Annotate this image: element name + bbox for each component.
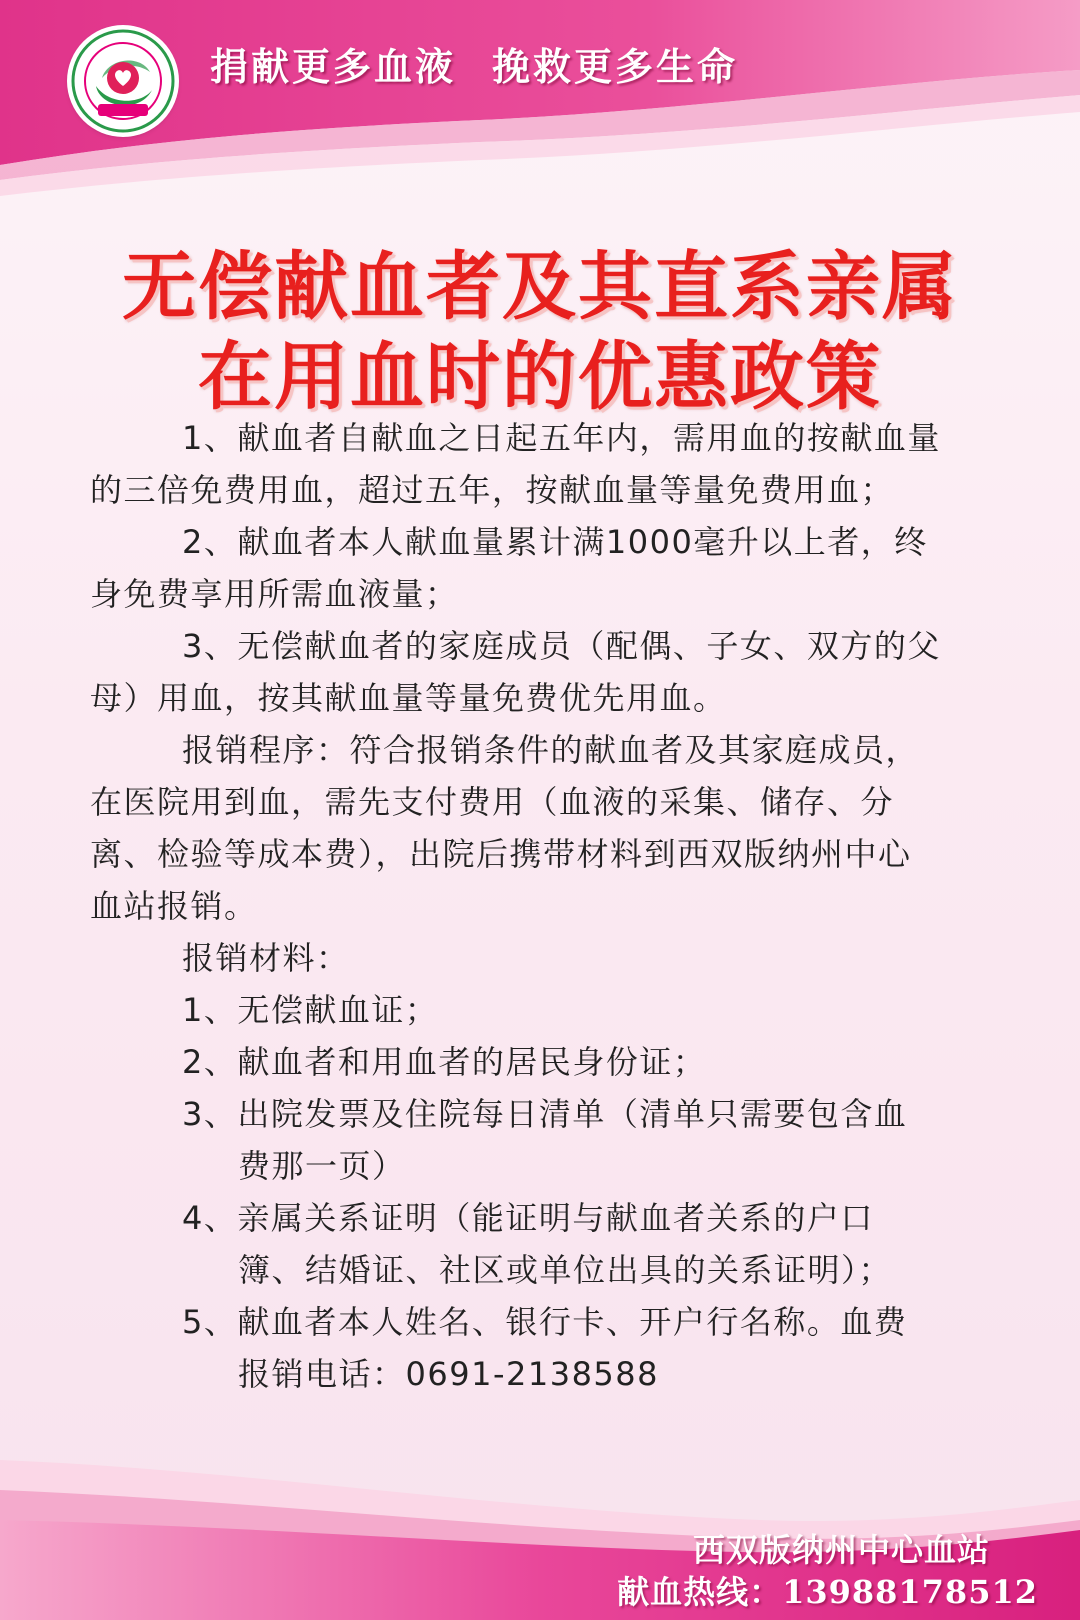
logo-emblem <box>70 28 176 134</box>
body-line: 费那一页） <box>238 1147 406 1185</box>
slogan-right: 挽救更多生命 <box>492 44 739 89</box>
page-title-line-2: 在用血时的优惠政策 <box>198 334 882 420</box>
body-line: 母）用血，按其献血量等量免费优先用血。 <box>90 679 727 717</box>
page-title-line-1: 无偿献血者及其直系亲属 <box>122 244 958 330</box>
body-line: 3、出院发票及住院每日清单（清单只需要包含血 <box>182 1095 908 1133</box>
body-line: 1、无偿献血证； <box>182 991 439 1029</box>
body-line: 在医院用到血，需先支付费用（血液的采集、储存、分 <box>90 783 895 821</box>
footer-hotline: 献血热线：13988178512 <box>617 1573 1038 1611</box>
slogan-left: 捐献更多血液 <box>210 44 457 89</box>
body-line: 报销程序：符合报销条件的献血者及其家庭成员， <box>182 731 920 769</box>
body-line: 身免费享用所需血液量； <box>90 575 459 613</box>
body-line: 2、献血者本人献血量累计满1000毫升以上者，终 <box>182 523 928 561</box>
body-line: 4、亲属关系证明（能证明与献血者关系的户口 <box>182 1199 874 1237</box>
body-line: 簿、结婚证、社区或单位出具的关系证明）； <box>238 1251 893 1289</box>
body-line: 2、献血者和用血者的居民身份证； <box>182 1043 707 1081</box>
body-line: 报销电话：0691-2138588 <box>238 1355 660 1393</box>
footer-station-name: 西双版纳州中心血站 <box>692 1531 990 1569</box>
header-slogan <box>210 36 738 91</box>
body-line: 1、献血者自献血之日起五年内，需用血的按献血量 <box>182 419 941 457</box>
body-line: 的三倍免费用血，超过五年，按献血量等量免费用血； <box>90 471 895 509</box>
body-line: 5、献血者本人姓名、银行卡、开户行名称。血费 <box>182 1303 908 1341</box>
blood-station-logo <box>70 28 176 134</box>
body-line: 报销材料： <box>182 939 350 977</box>
body-line: 3、无偿献血者的家庭成员（配偶、子女、双方的父 <box>182 627 941 665</box>
body-line: 血站报销。 <box>90 887 258 925</box>
body-line: 离、检验等成本费），出院后携带材料到西双版纳州中心 <box>90 835 912 873</box>
